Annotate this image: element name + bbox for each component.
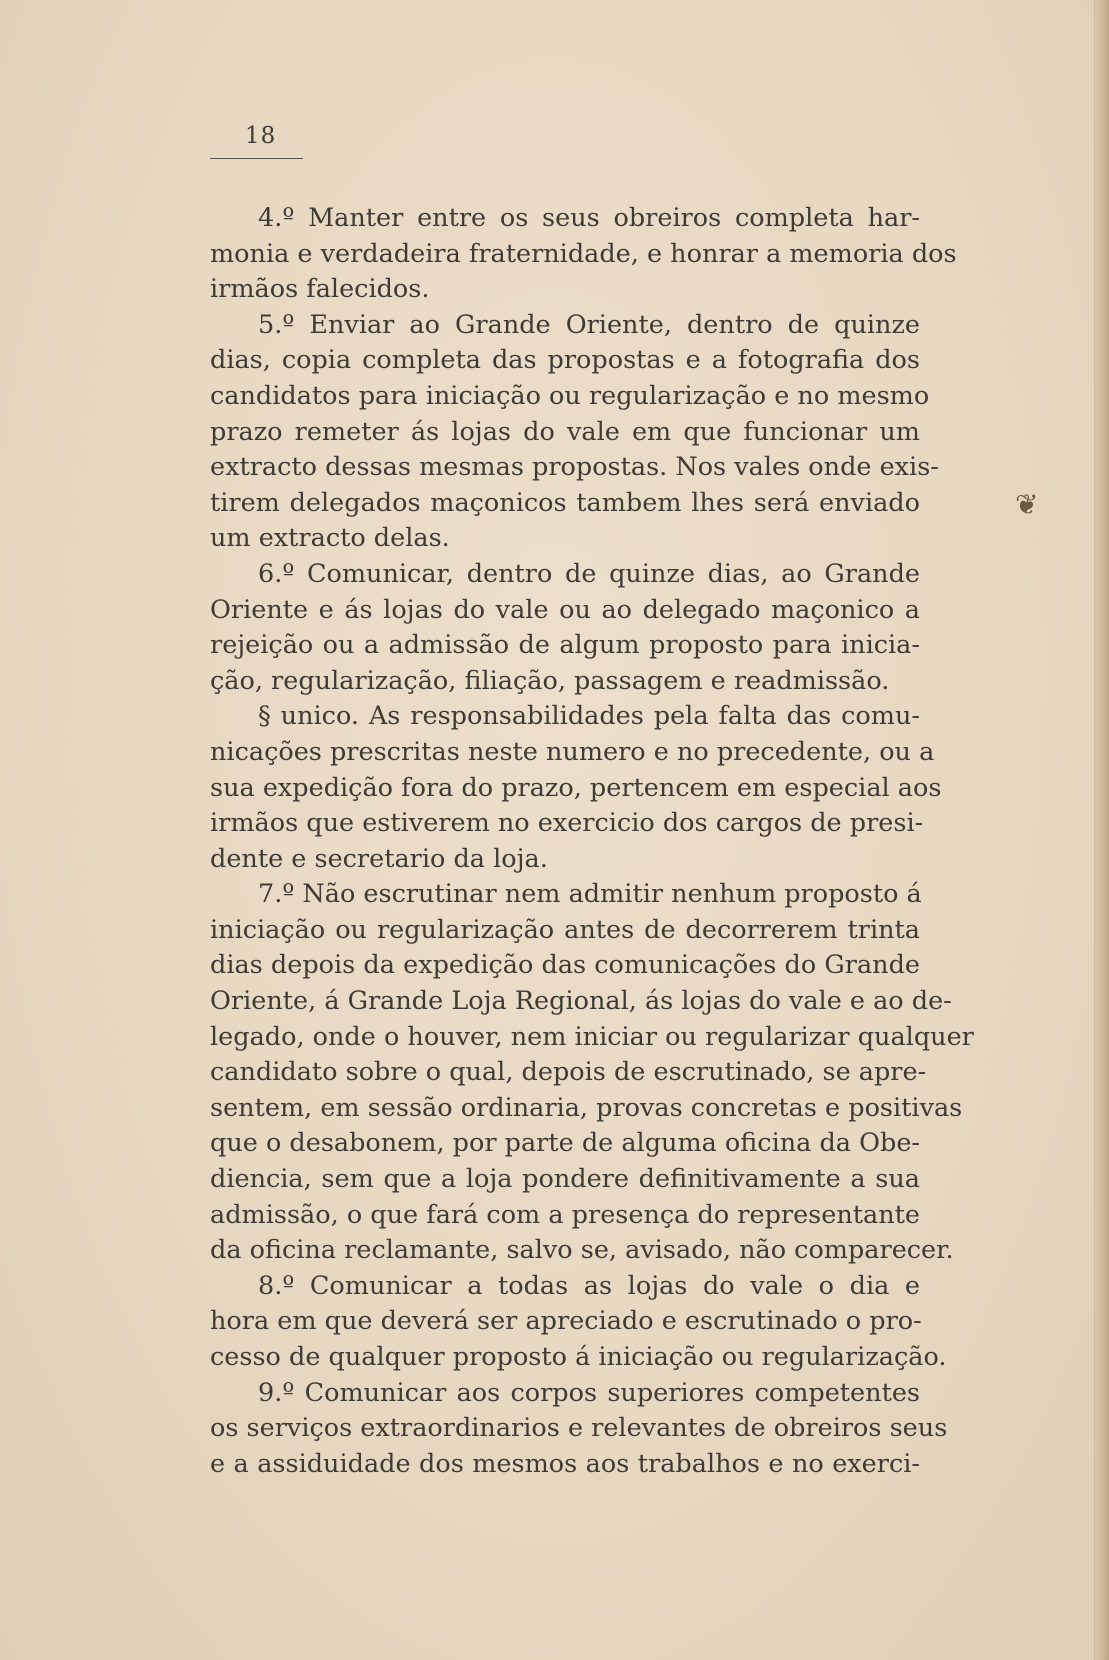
text-line: tirem delegados maçonicos tambem lhes será enviado — [210, 487, 920, 518]
text-line: candidatos para iniciação ou regularização e no mesmo — [210, 380, 930, 411]
text-line: 7.º Não escrutinar nem admitir nenhum proposto á — [258, 879, 922, 910]
page-number: 18 — [245, 123, 277, 149]
text-line: § unico. As responsabilidades pela falta das comu- — [258, 701, 920, 732]
text-line: irmãos que estiverem no exercicio dos cargos de presi- — [210, 808, 924, 839]
text-line: iniciação ou regularização antes de decorrerem trinta — [210, 914, 920, 945]
text-line: nicações prescritas neste numero e no precedente, ou a — [210, 736, 935, 767]
text-line: um extracto delas. — [210, 523, 450, 554]
text-line: admissão, o que fará com a presença do representante — [210, 1199, 920, 1230]
text-line: prazo remeter ás lojas do vale em que funcionar um — [210, 416, 920, 447]
text-line: diencia, sem que a loja pondere definitivamente a sua — [210, 1164, 920, 1195]
text-line: hora em que deverá ser apreciado e escrutinado o pro- — [210, 1306, 922, 1337]
text-line: Oriente, á Grande Loja Regional, ás lojas do vale e ao de- — [210, 986, 952, 1017]
text-line: Oriente e ás lojas do vale ou ao delegado maçonico a — [210, 594, 920, 625]
text-line: dente e secretario da loja. — [210, 843, 548, 874]
text-line: 8.º Comunicar a todas as lojas do vale o dia e — [258, 1270, 920, 1301]
text-line: sua expedição fora do prazo, pertencem em especial aos — [210, 772, 942, 803]
text-line: da oficina reclamante, salvo se, avisado, não comparecer. — [210, 1235, 954, 1266]
text-line: 6.º Comunicar, dentro de quinze dias, ao Grande — [258, 558, 920, 589]
text-line: e a assiduidade dos mesmos aos trabalhos e no exerci- — [210, 1448, 920, 1479]
text-line: 5.º Enviar ao Grande Oriente, dentro de quinze — [258, 309, 920, 340]
text-line: os serviços extraordinarios e relevantes de obreiros seus — [210, 1413, 948, 1444]
text-line: candidato sobre o qual, depois de escrutinado, se apre- — [210, 1057, 927, 1088]
text-line: 4.º Manter entre os seus obreiros completa har- — [258, 203, 920, 233]
text-line: rejeição ou a admissão de algum proposto para inicia- — [210, 630, 920, 661]
body-text — [210, 201, 974, 1482]
page-edge — [1094, 0, 1109, 1660]
text-line: ção, regularização, filiação, passagem e readmissão. — [210, 665, 890, 696]
text-line: dias, copia completa das propostas e a fotografia dos — [210, 345, 920, 376]
text-line: cesso de qualquer proposto á iniciação ou regularização. — [210, 1342, 947, 1372]
header-rule — [210, 158, 303, 159]
text-line: legado, onde o houver, nem iniciar ou regularizar qualquer — [210, 1021, 974, 1052]
text-line: sentem, em sessão ordinaria, provas concretas e positivas — [210, 1092, 963, 1123]
text-line: extracto dessas mesmas propostas. Nos vales onde exis- — [210, 452, 939, 483]
text-line: que o desabonem, por parte de alguma oficina da Obe- — [210, 1128, 921, 1159]
text-line: 9.º Comunicar aos corpos superiores competentes — [258, 1377, 920, 1408]
text-line: monia e verdadeira fraternidade, e honrar a memoria dos — [210, 238, 957, 269]
margin-stain: ❦ — [1015, 488, 1039, 521]
text-line: irmãos falecidos. — [210, 274, 430, 305]
text-line: dias depois da expedição das comunicações do Grande — [210, 950, 920, 981]
